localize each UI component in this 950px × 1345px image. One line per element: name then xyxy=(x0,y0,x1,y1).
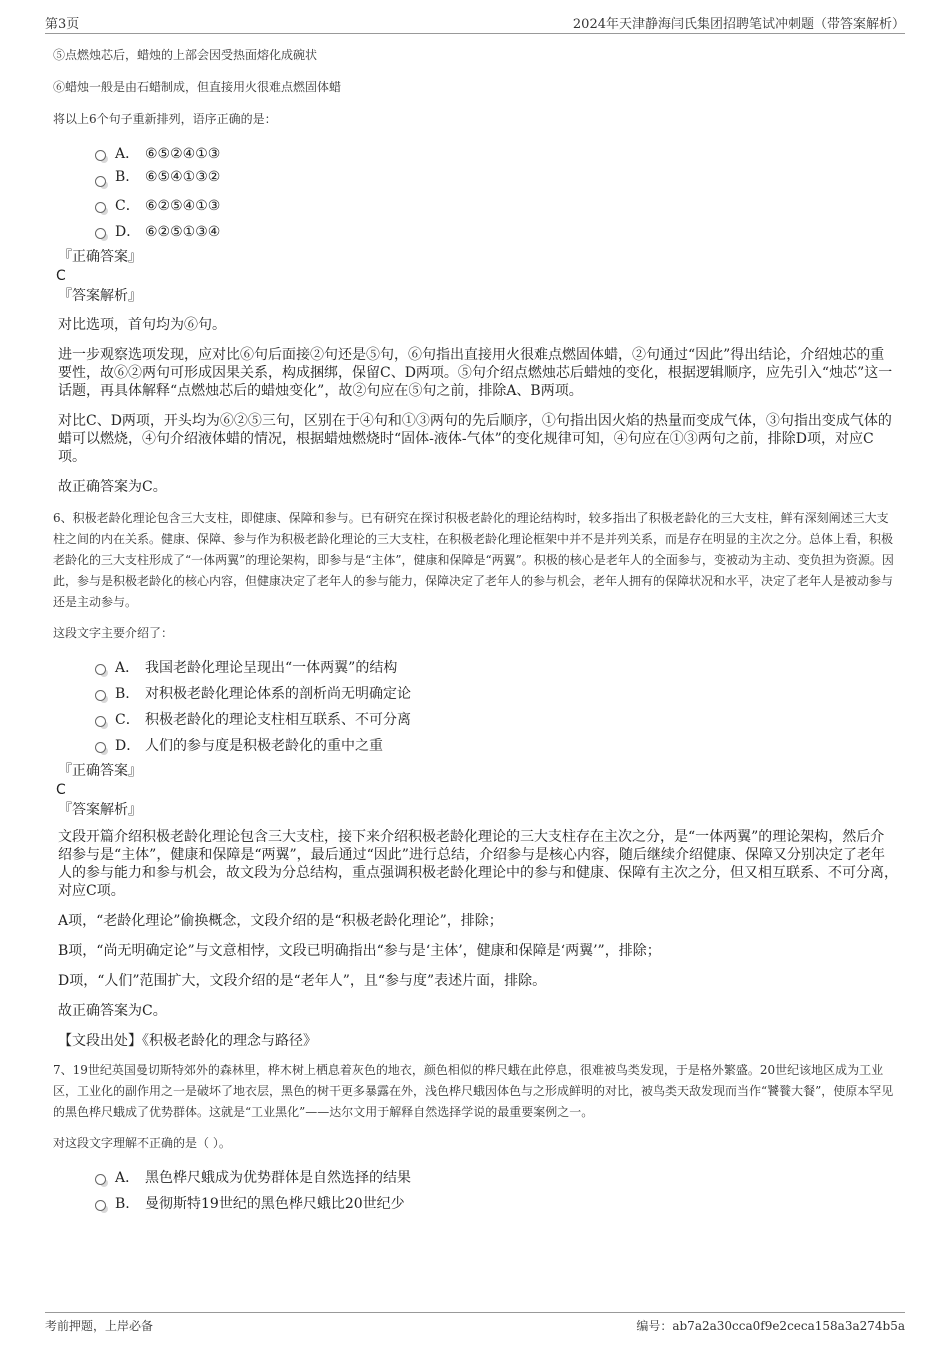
q5-analysis-label: 『答案解析』 xyxy=(58,288,142,304)
q5-answer-label: 『正确答案』 xyxy=(58,249,142,265)
q7-stem: 7、19世纪英国曼切斯特郊外的森林里，桦木树上栖息着灰色的地衣，颜色相似的桦尺蛾在此停息，很难被鸟类发现，于是格外繁盛。20世纪该地区成为工业区，工业化的副作用之一是破坏了地衣层，黑色的树干更多暴露在外，浅色桦尺蛾因体色与之形成鲜明的对比，被鸟类天敌发现而当作“饕餮大餐”，使原本罕见的黑色桦尺蛾成了优势群体。这就是“工业黑化”——达尔文用于解释自然选择学说的最重要案例之一。 xyxy=(53,1063,894,1119)
page-content xyxy=(53,38,898,1219)
q6-analysis-2: A项，“老龄化理论”偷换概念，文段介绍的是“积极老龄化理论”，排除； xyxy=(58,913,503,929)
q5-analysis-3: 对比C、D两项，开头均为⑥②⑤三句，区别在于④句和①③两句的先后顺序，①句指出因火焰的热量而变成气体，③句指出变成气体的蜡可以燃烧，④句介绍液体蜡的情况，根据蜡烛燃烧时“固体-液体-气体”的变化规律可知，④句应在①③两句之前，排除D项，对应C项。 xyxy=(58,413,892,465)
q6-answer-label: 『正确答案』 xyxy=(58,763,142,779)
q5-question: 将以上6个句子重新排列，语序正确的是： xyxy=(53,112,277,126)
q5-option-c[interactable]: C． ⑥②⑤④①③ xyxy=(95,195,898,221)
q5-option-b[interactable]: B. ⑥⑤④①③② xyxy=(95,169,898,195)
q6-analysis-3: B项，“尚无明确定论”与文意相悖，文段已明确指出“参与是‘主体’，健康和保障是‘两翼’”，排除； xyxy=(58,943,661,959)
q7-option-b[interactable]: B. 曼彻斯特19世纪的黑色桦尺蛾比20世纪少 xyxy=(95,1193,898,1219)
radio-icon[interactable] xyxy=(95,742,106,753)
q5-options xyxy=(95,143,898,247)
q6-question: 这段文字主要介绍了： xyxy=(53,626,174,640)
radio-icon[interactable] xyxy=(95,716,106,727)
q5-option-d[interactable]: D． ⑥②⑤①③④ xyxy=(95,221,898,247)
radio-icon[interactable] xyxy=(95,690,106,701)
radio-icon[interactable] xyxy=(95,664,106,675)
radio-icon[interactable] xyxy=(95,1174,106,1185)
q6-option-d[interactable]: D． 人们的参与度是积极老龄化的重中之重 xyxy=(95,735,898,761)
q5-sentence-5: ⑤点燃烛芯后，蜡烛的上部会因受热面熔化成碗状 xyxy=(53,48,318,62)
q7-question: 对这段文字理解不正确的是（ ）。 xyxy=(53,1136,231,1150)
q7-options xyxy=(95,1167,898,1219)
q6-analysis-label: 『答案解析』 xyxy=(58,802,142,818)
q6-option-b[interactable]: B. 对积极老龄化理论体系的剖析尚无明确定论 xyxy=(95,683,898,709)
q7-option-a[interactable]: A． 黑色桦尺蛾成为优势群体是自然选择的结果 xyxy=(95,1167,898,1193)
radio-icon[interactable] xyxy=(95,202,106,213)
q6-option-c[interactable]: C． 积极老龄化的理论支柱相互联系、不可分离 xyxy=(95,709,898,735)
q6-source: 【文段出处】《积极老龄化的理念与路径》 xyxy=(58,1033,317,1049)
q5-analysis-2: 进一步观察选项发现，应对比⑥句后面接②句还是⑤句，⑥句指出直接用火很难点燃固体蜡，②句通过“因此”得出结论，介绍烛芯的重要性，故⑥②两句可形成因果关系，构成捆绑，保留C、D两项。⑤句介绍点燃烛芯后蜡烛的变化，根据逻辑顺序，应先引入“烛芯”这一话题，再具体解释“点燃烛芯后的蜡烛变化”，故②句应在⑤句之前，排除A、B两项。 xyxy=(58,347,893,399)
q6-analysis-4: D项，“人们”范围扩大，文段介绍的是“老年人”，且“参与度”表述片面，排除。 xyxy=(58,973,547,989)
document-title: 2024年天津静海闫氏集团招聘笔试冲刺题（带答案解析） xyxy=(572,17,905,32)
page-footer xyxy=(45,1312,905,1335)
radio-icon[interactable] xyxy=(95,150,106,161)
radio-icon[interactable] xyxy=(95,176,106,187)
q5-answer: C xyxy=(56,268,66,284)
document-id: 编号：ab7a2a30cca0f9e2ceca158a3a274b5a xyxy=(636,1319,905,1333)
q5-analysis-4: 故正确答案为C。 xyxy=(58,479,167,495)
q6-analysis-1: 文段开篇介绍积极老龄化理论包含三大支柱，接下来介绍积极老龄化理论的三大支柱存在主次之分，是“一体两翼”的理论架构，然后介绍参与是“主体”，健康和保障是“两翼”，最后通过“因此”进行总结，介绍参与是核心内容，随后继续介绍健康、保障又分别决定了老年人的参与能力和参与机会，故文段为分总结构，重点强调积极老龄化理论中的参与和健康、保障有主次之分，但又相互联系、不可分离，对应C项。 xyxy=(58,829,898,899)
radio-icon[interactable] xyxy=(95,228,106,239)
q6-analysis-5: 故正确答案为C。 xyxy=(58,1003,167,1019)
q6-answer: C xyxy=(56,782,66,798)
q6-options xyxy=(95,657,898,761)
q5-analysis-1: 对比选项，首句均为⑥句。 xyxy=(58,317,226,333)
q5-option-a[interactable]: A． ⑥⑤②④①③ xyxy=(95,143,898,169)
footer-slogan: 考前押题，上岸必备 xyxy=(45,1319,154,1333)
q6-option-a[interactable]: A． 我国老龄化理论呈现出“一体两翼”的结构 xyxy=(95,657,898,683)
q6-stem: 6、积极老龄化理论包含三大支柱，即健康、保障和参与。已有研究在探讨积极老龄化的理论结构时，较多指出了积极老龄化的三大支柱，鲜有深刻阐述三大支柱之间的内在关系。健康、保障、参与作为积极老龄化理论的三大支柱，在积极老龄化理论框架中并不是并列关系，而是存在明显的主次之分。总体上看，积极老龄化的三大支柱形成了“一体两翼”的理论架构，即参与是“主体”，健康和保障是“两翼”。积极的核心是老年人的全面参与，变被动为主动、变负担为资源。因此，参与是积极老龄化的核心内容，但健康决定了老年人的参与能力，保障决定了老年人的参与机会，老年人拥有的保障状况和水平，决定了老年人是被动参与还是主动参与。 xyxy=(53,511,894,609)
page-number: 第3页 xyxy=(45,17,80,32)
q5-sentence-6: ⑥蜡烛一般是由石蜡制成，但直接用火很难点燃固体蜡 xyxy=(53,80,342,94)
radio-icon[interactable] xyxy=(95,1200,106,1211)
page-header xyxy=(45,11,905,34)
